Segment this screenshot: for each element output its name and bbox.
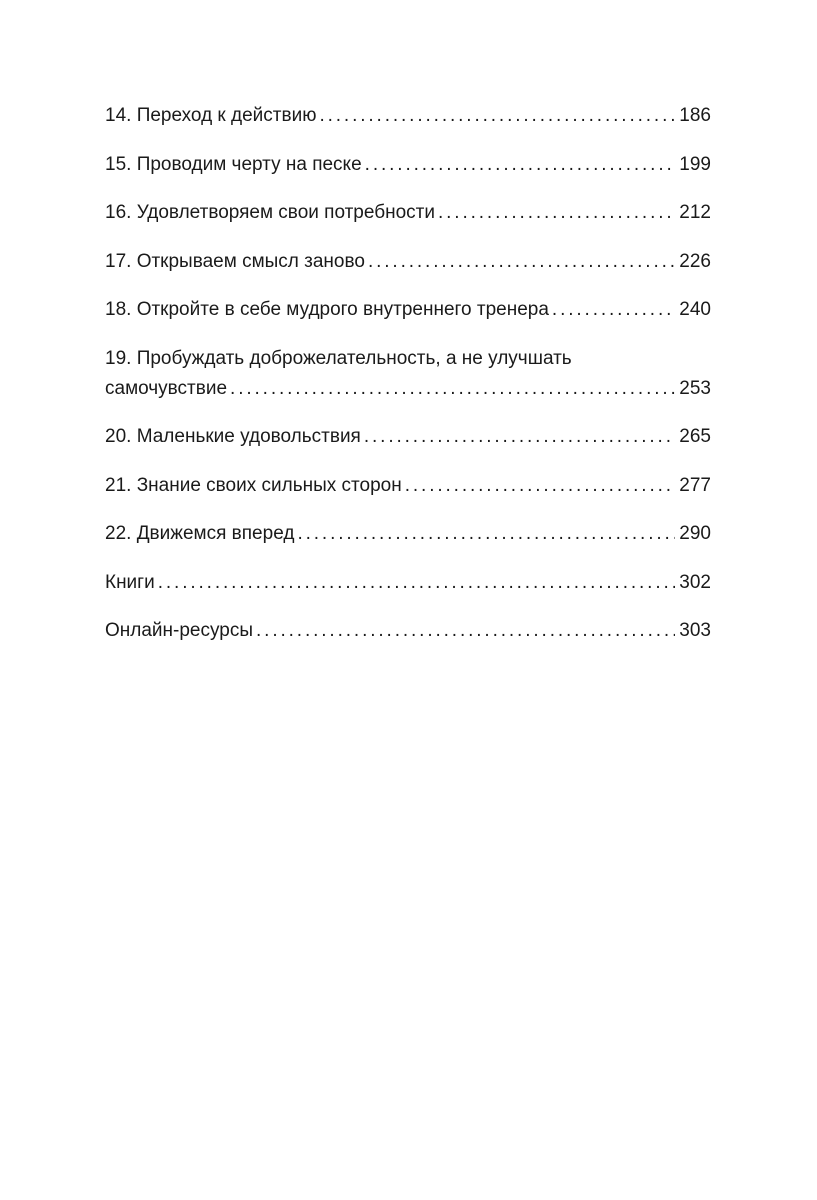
toc-entry-page: 212 [679, 202, 711, 223]
table-of-contents [105, 101, 711, 665]
toc-entry-page: 240 [679, 299, 711, 320]
toc-entry-title: 18. Откройте в себе мудрого внутреннего тренера [105, 299, 549, 320]
toc-entry [105, 568, 711, 598]
toc-entry [105, 422, 711, 452]
toc-entry-title: 17. Открываем смысл заново [105, 250, 365, 272]
dot-leader [368, 247, 675, 277]
dot-leader [405, 471, 676, 501]
dot-leader [319, 101, 675, 131]
toc-entry-title: Книги [105, 571, 155, 593]
dot-leader [158, 568, 676, 598]
toc-entry-line [105, 374, 711, 404]
toc-entry [105, 247, 711, 277]
toc-entry-line [105, 101, 711, 131]
toc-entry-line [105, 519, 711, 549]
toc-entry-page: 302 [679, 571, 711, 593]
toc-entry [105, 616, 711, 646]
toc-entry-page: 290 [679, 523, 711, 544]
toc-entry-title: 22. Движемся вперед [105, 523, 295, 544]
toc-entry-page: 199 [679, 153, 711, 175]
toc-entry [105, 519, 711, 549]
toc-entry-line [105, 150, 711, 180]
toc-entry-title-line1: 19. Пробуждать доброжелательность, а не улучшать [105, 347, 572, 369]
toc-entry [105, 471, 711, 501]
dot-leader [364, 422, 675, 452]
toc-entry-title-line2: самочувствие [105, 377, 228, 399]
dot-leader [552, 295, 675, 325]
dot-leader [256, 616, 675, 646]
toc-entry-line [105, 422, 711, 452]
dot-leader [438, 198, 675, 228]
toc-entry-line [105, 198, 711, 228]
toc-entry [105, 295, 711, 325]
toc-entry-page: 265 [679, 426, 711, 447]
toc-entry-page: 186 [679, 105, 711, 126]
toc-entry-multiline [105, 344, 711, 404]
toc-entry-title: 21. Знание своих сильных сторон [105, 474, 402, 496]
toc-entry [105, 101, 711, 131]
toc-entry [105, 198, 711, 228]
toc-entry-title: 20. Маленькие удовольствия [105, 426, 361, 447]
toc-entry-line [105, 247, 711, 277]
dot-leader [230, 374, 675, 404]
toc-entry-page: 226 [679, 250, 711, 272]
dot-leader [297, 519, 675, 549]
toc-entry-line [105, 568, 711, 598]
toc-entry-line [105, 295, 711, 325]
toc-entry-title: 14. Переход к действию [105, 105, 317, 126]
dot-leader [365, 150, 676, 180]
toc-entry [105, 150, 711, 180]
toc-entry-title: 16. Удовлетворяем свои потребности [105, 202, 435, 223]
toc-entry-page: 303 [679, 620, 711, 641]
toc-entry-page: 253 [679, 377, 711, 399]
toc-entry-page: 277 [679, 474, 711, 496]
toc-entry-line [105, 616, 711, 646]
toc-entry-title: Онлайн-ресурсы [105, 620, 254, 641]
toc-entry-title: 15. Проводим черту на песке [105, 153, 362, 175]
toc-entry-line [105, 471, 711, 501]
